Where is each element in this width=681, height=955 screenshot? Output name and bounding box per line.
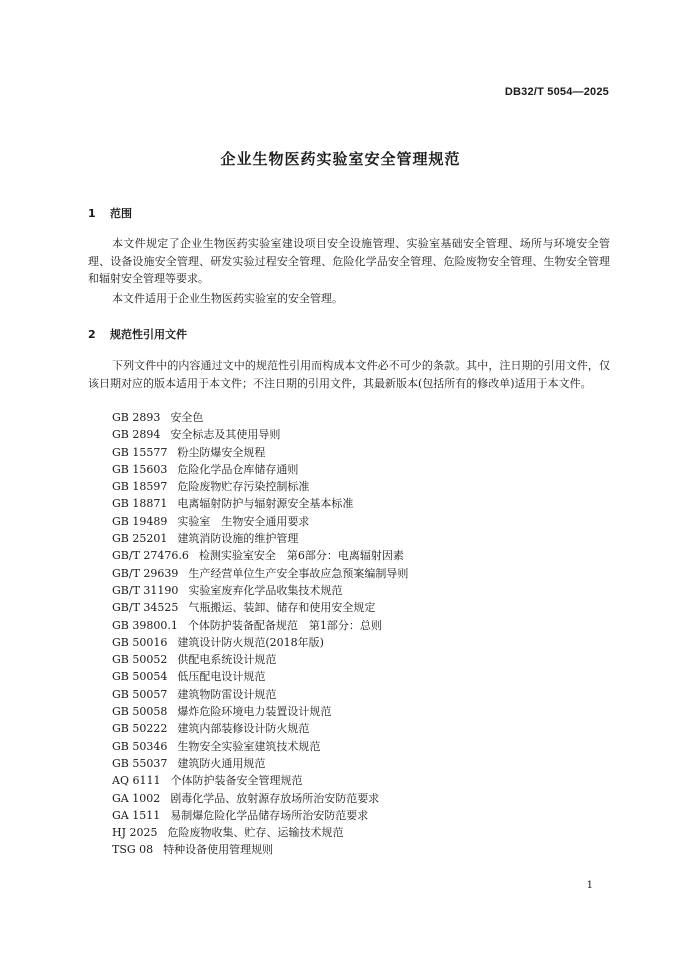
reference-title: 实验室废弃化学品收集技术规范	[188, 583, 343, 597]
reference-item	[112, 738, 408, 755]
reference-item	[112, 530, 408, 547]
reference-code: HJ 2025	[112, 826, 158, 840]
reference-title: 安全标志及其使用导则	[170, 428, 281, 442]
reference-code: AQ 6111	[112, 774, 161, 788]
reference-item	[112, 686, 408, 703]
reference-title: 危险废物贮存污染控制标准	[177, 480, 310, 494]
reference-title: 实验室 生物安全通用要求	[177, 514, 310, 528]
reference-item	[112, 513, 408, 530]
reference-item	[112, 651, 408, 668]
reference-item	[112, 426, 408, 443]
reference-title: 爆炸危险环境电力装置设计规范	[177, 705, 332, 719]
reference-item	[112, 807, 408, 824]
reference-item	[112, 461, 408, 478]
section-2-number: 2	[88, 328, 96, 341]
reference-item	[112, 582, 408, 599]
reference-item	[112, 478, 408, 495]
reference-code: GB 25201	[112, 532, 168, 546]
reference-code: GB 2893	[112, 411, 161, 424]
reference-item	[112, 634, 408, 651]
reference-code: GB 18597	[112, 480, 168, 494]
reference-code: GB 19489	[112, 514, 168, 528]
reference-code: GB 15577	[112, 445, 168, 459]
reference-item	[112, 547, 408, 564]
reference-title: 生产经营单位生产安全事故应急预案编制导则	[188, 566, 409, 580]
reference-item	[112, 599, 408, 616]
reference-code: GB 39800.1	[112, 618, 178, 632]
reference-title: 建筑消防设施的维护管理	[177, 532, 299, 546]
reference-title: 建筑防火通用规范	[177, 756, 266, 770]
reference-code: GB 50222	[112, 722, 168, 736]
reference-item	[112, 409, 408, 426]
reference-item	[112, 668, 408, 685]
reference-code: GA 1511	[112, 808, 161, 822]
standard-code: DB32/T 5054—2025	[504, 86, 609, 98]
reference-title: 气瓶搬运、装卸、储存和使用安全规定	[188, 601, 376, 615]
reference-title: 危险化学品仓库储存通则	[177, 462, 299, 476]
reference-title: 生物安全实验室建筑技术规范	[177, 739, 321, 753]
section-1-heading	[88, 205, 132, 221]
section-1-paragraph-1: 本文件规定了企业生物医药实验室建设项目安全设施管理、实验室基础安全管理、场所与环境安全管理、设备设施安全管理、研发实验过程安全管理、危险化学品安全管理、危险废物安全管理、生物安全管理和辐射安全管理等要求。	[88, 237, 610, 285]
reference-code: GB 50016	[112, 635, 168, 649]
reference-code: GB 50057	[112, 687, 168, 701]
reference-item	[112, 495, 408, 512]
reference-code: TSG 08	[112, 843, 154, 857]
reference-code: GB 50052	[112, 653, 168, 667]
reference-item	[112, 824, 408, 841]
reference-code: GB 2894	[112, 428, 161, 442]
reference-item	[112, 720, 408, 737]
reference-item	[112, 790, 408, 807]
section-2-title: 规范性引用文件	[110, 328, 187, 341]
reference-title: 个体防护装备配备规范 第1部分：总则	[187, 618, 382, 632]
reference-list	[112, 409, 408, 859]
reference-code: GB 18871	[112, 497, 168, 511]
reference-title: 特种设备使用管理规则	[163, 843, 274, 857]
reference-title: 建筑设计防火规范(2018年版)	[177, 635, 324, 649]
reference-title: 易制爆危险化学品储存场所治安防范要求	[170, 808, 369, 822]
reference-title: 供配电系统设计规范	[177, 653, 277, 667]
reference-title: 个体防护装备安全管理规范	[170, 774, 303, 788]
section-1-number: 1	[88, 207, 96, 220]
reference-item	[112, 617, 408, 634]
section-1-paragraph-2: 本文件适用于企业生物医药实验室的安全管理。	[112, 292, 343, 305]
reference-code: GB 50346	[112, 739, 168, 753]
reference-item	[112, 444, 408, 461]
reference-title: 建筑物防雷设计规范	[177, 687, 277, 701]
section-2-intro: 下列文件中的内容通过文中的规范性引用而构成本文件必不可少的条款。其中，注日期的引用文件，仅该日期对应的版本适用于本文件；不注日期的引用文件，其最新版本(包括所有的修改单)适用于本文件。	[88, 359, 610, 390]
page-number: 1	[586, 880, 593, 891]
reference-code: GB/T 29639	[112, 566, 179, 580]
reference-code: GB/T 31190	[112, 583, 179, 597]
reference-item	[112, 755, 408, 772]
reference-code: GB 55037	[112, 756, 168, 770]
reference-title: 危险废物收集、贮存、运输技术规范	[167, 826, 344, 840]
reference-title: 安全色	[170, 411, 204, 424]
reference-item	[112, 703, 408, 720]
reference-title: 剧毒化学品、放射源存放场所治安防范要求	[170, 791, 380, 805]
reference-item	[112, 841, 408, 858]
reference-title: 检测实验室安全 第6部分：电离辐射因素	[198, 549, 404, 563]
section-1-title: 范围	[110, 207, 132, 220]
reference-code: GB/T 34525	[112, 601, 179, 615]
reference-item	[112, 772, 408, 789]
reference-code: GB/T 27476.6	[112, 549, 189, 563]
section-2-heading	[88, 326, 187, 342]
reference-code: GA 1002	[112, 791, 161, 805]
reference-code: GB 15603	[112, 462, 168, 476]
reference-title: 粉尘防爆安全规程	[177, 445, 266, 459]
reference-title: 电离辐射防护与辐射源安全基本标准	[177, 497, 354, 511]
reference-item	[112, 565, 408, 582]
reference-title: 低压配电设计规范	[177, 670, 266, 684]
reference-code: GB 50058	[112, 705, 168, 719]
reference-code: GB 50054	[112, 670, 168, 684]
reference-title: 建筑内部装修设计防火规范	[177, 722, 310, 736]
document-title: 企业生物医药实验室安全管理规范	[220, 150, 461, 168]
